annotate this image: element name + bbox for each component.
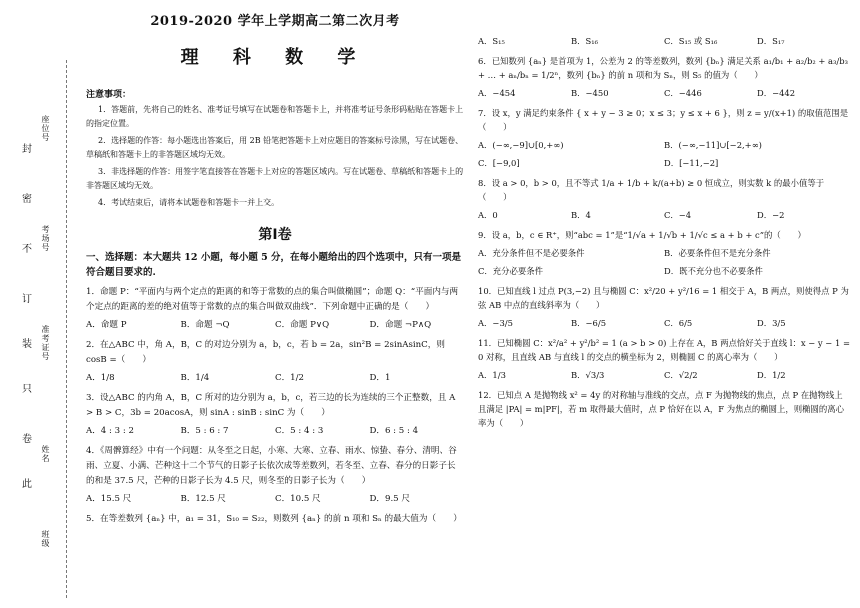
notice-section — [86, 87, 464, 210]
seal-char: 密 — [22, 194, 32, 205]
question-stem: 3．设△ABC 的内角 A，B，C 所对的边分别为 a，b，c，若三边的长为连续的三个正整数，且 A > B > C，3b = 20acosA，则 sinA : sinB : sinC 为（ ） — [86, 393, 456, 418]
name-field[interactable]: 姓名 — [41, 445, 50, 463]
question-stem: 4．《周髀算经》中有一个问题：从冬至之日起，小寒、大寒、立春、雨水、惊蛰、春分、清明、谷雨、立夏、小满、芒种这十二个节气的日影子长依次成等差数列，若冬至、立春、春分的日影子长的和是 37.5 尺，芒种的日影子长为 4.5 尺，则冬至的日影子长为（ ） — [86, 446, 457, 486]
question-options — [478, 264, 850, 278]
left-column — [86, 0, 464, 608]
option-b[interactable]: B．√3/3 — [571, 370, 605, 380]
option-b[interactable]: B．12.5 尺 — [180, 494, 226, 504]
option-b[interactable]: B．命题 ¬Q — [180, 320, 230, 330]
question-options — [478, 246, 850, 260]
option-d[interactable]: D．−2 — [757, 210, 785, 220]
option-a[interactable]: A．命题 P — [86, 320, 127, 330]
question-options — [478, 368, 850, 382]
question-stem: 12．已知点 A 是抛物线 x² = 4y 的对称轴与准线的交点，点 F 为抛物线的焦点，点 P 在抛物线上且满足 |PA| = m|PF|，若 m 取得最大值时，点 P 恰好在以 A，F 为焦点的椭圆上，则椭圆的离心率为（ ） — [478, 390, 844, 428]
option-a[interactable]: A．S₁₅ — [478, 36, 505, 46]
seal-char: 装 — [22, 339, 32, 350]
option-a[interactable]: A．(−∞,−9]∪[0,+∞) — [478, 140, 564, 150]
option-a[interactable]: A．15.5 尺 — [86, 494, 132, 504]
volume-title: 第Ⅰ卷 — [258, 227, 292, 243]
option-d[interactable]: D．1/2 — [757, 370, 786, 380]
option-a[interactable]: A．1/3 — [478, 370, 506, 380]
exam-title: 2019-2020 学年上学期高二第二次月考 — [150, 14, 400, 29]
option-a[interactable]: A．1/8 — [86, 373, 115, 383]
question-options — [478, 34, 850, 48]
option-c[interactable]: C．6/5 — [664, 318, 693, 328]
seal-line — [66, 60, 67, 598]
option-a[interactable]: A．−3/5 — [478, 318, 513, 328]
option-b[interactable]: B．1/4 — [180, 373, 210, 383]
option-b[interactable]: B．S₁₆ — [571, 36, 598, 46]
option-a[interactable]: A．0 — [478, 210, 498, 220]
option-d[interactable]: D．[−11,−2] — [664, 158, 719, 168]
option-c[interactable]: C．−4 — [664, 210, 692, 220]
notice-title: 注意事项： — [86, 90, 132, 100]
option-d[interactable]: D．S₁₇ — [757, 36, 785, 46]
option-c[interactable]: C．命题 P∨Q — [275, 320, 330, 330]
question-options — [86, 424, 464, 439]
question-stem: 11．已知椭圆 C：x²/a² + y²/b² = 1 (a > b > 0) 上存在 A，B 两点恰好关于直线 l：x − y − 1 = 0 对称，且直线 AB 与直线 l 的交点的横坐标为 2，则椭圆 C 的离心率为（ ） — [478, 338, 850, 362]
seal-char: 只 — [22, 384, 32, 395]
question-options — [478, 138, 850, 152]
notice-item: 4．考试结束后，请将本试题卷和答题卡一并上交。 — [98, 198, 280, 207]
question-stem: 10．已知直线 l 过点 P(3,−2) 且与椭圆 C：x²/20 + y²/16 = 1 相交于 A，B 两点，则使得点 P 为弦 AB 中点的直线斜率为（ ） — [478, 286, 849, 310]
option-d[interactable]: D．6 : 5 : 4 — [369, 426, 419, 436]
seat-number-field[interactable]: 座位号 — [41, 115, 50, 142]
question-stem: 7．设 x，y 满足约束条件 { x + y − 3 ≥ 0；x ≤ 3；y ≤ x + 6 }，则 z = y/(x+1) 的取值范围是（ ） — [478, 108, 849, 132]
seal-char: 不 — [22, 244, 32, 255]
option-d[interactable]: D．−442 — [757, 88, 796, 98]
option-d[interactable]: D．命题 ¬P∧Q — [369, 320, 432, 330]
option-b[interactable]: B．−450 — [571, 88, 609, 98]
option-c[interactable]: C．充分必要条件 — [478, 266, 544, 276]
question-stem: 5．在等差数列 {aₙ} 中，a₁ = 31，S₁₀ = S₂₂，则数列 {aₙ} 的前 n 项和 Sₙ 的最大值为（ ） — [86, 514, 462, 524]
option-b[interactable]: B．4 — [571, 210, 591, 220]
question-options — [478, 86, 850, 100]
right-column — [478, 0, 850, 608]
option-c[interactable]: C．10.5 尺 — [275, 494, 321, 504]
option-a[interactable]: A．充分条件但不是必要条件 — [478, 248, 585, 258]
option-b[interactable]: B．−6/5 — [571, 318, 607, 328]
option-c[interactable]: C．−446 — [664, 88, 702, 98]
question-stem: 9．设 a，b，c ∈ R⁺，则“abc = 1”是“1/√a + 1/√b + 1/√c ≤ a + b + c”的（ ） — [478, 230, 806, 240]
option-d[interactable]: D．9.5 尺 — [369, 494, 410, 504]
class-field[interactable]: 班级 — [41, 530, 50, 548]
seal-char: 卷 — [22, 434, 32, 445]
option-c[interactable]: C．5 : 4 : 3 — [275, 426, 324, 436]
seal-char: 此 — [22, 479, 32, 490]
question-stem: 8．设 a > 0，b > 0，且不等式 1/a + 1/b + k/(a+b) ≥ 0 恒成立，则实数 k 的最小值等于（ ） — [478, 178, 825, 202]
question-options — [478, 156, 850, 170]
option-d[interactable]: D．1 — [369, 373, 391, 383]
option-c[interactable]: C．[−9,0] — [478, 158, 520, 168]
option-a[interactable]: A．4 : 3 : 2 — [86, 426, 134, 436]
option-c[interactable]: C．√2/2 — [664, 370, 698, 380]
option-b[interactable]: B．(−∞,−11]∪[−2,+∞) — [664, 140, 762, 150]
seal-char: 封 — [22, 144, 32, 155]
question-options — [86, 371, 464, 386]
option-d[interactable]: D．既不充分也不必要条件 — [664, 266, 763, 276]
seal-char: 订 — [22, 294, 32, 305]
question-stem: 1．命题 P：“平面内与两个定点的距离的和等于常数的点的集合叫做椭圆”；命题 Q：“平面内与两个定点的距离的差的绝对值等于常数的点的集合叫做双曲线”．下列命题中正确的是（ ） — [86, 287, 459, 312]
option-d[interactable]: D．3/5 — [757, 318, 786, 328]
notice-item: 2．选择题的作答：每小题选出答案后，用 2B 铅笔把答题卡上对应题目的答案标号涂黑，写在试题卷、草稿纸和答题卡上的非答题区域均无效。 — [86, 136, 464, 159]
question-options — [478, 316, 850, 330]
exam-subject: 理 科 数 学 — [180, 47, 370, 68]
question-stem: 6．已知数列 {aₙ} 是首项为 1，公差为 2 的等差数列，数列 {bₙ} 满足关系 a₁/b₁ + a₂/b₂ + a₃/b₃ + … + aₙ/bₙ = 1/2ⁿ，数列 {bₙ} 的前 n 项和为 Sₙ，则 S₅ 的值为（ ） — [478, 56, 848, 80]
option-c[interactable]: C．1/2 — [275, 373, 304, 383]
exam-room-field[interactable]: 考场号 — [41, 225, 50, 252]
option-c[interactable]: C．S₁₅ 或 S₁₆ — [664, 36, 718, 46]
option-a[interactable]: A．−454 — [478, 88, 516, 98]
option-b[interactable]: B．必要条件但不是充分条件 — [664, 248, 771, 258]
binding-margin — [0, 0, 80, 608]
question-options — [86, 318, 464, 333]
question-stem: 2．在△ABC 中，角 A，B，C 的对边分别为 a，b，c，若 b = 2a，sin²B = 2sinAsinC，则 cosB =（ ） — [86, 340, 445, 365]
section-title: 一、选择题：本大题共 12 小题，每小题 5 分，在每小题给出的四个选项中，只有一项是符合题目要求的. — [86, 252, 462, 278]
admission-number-field[interactable]: 准考证号 — [41, 325, 50, 361]
notice-item: 1．答题前，先将自己的姓名、准考证号填写在试题卷和答题卡上，并将准考证号条形码粘贴在答题卡上的指定位置。 — [86, 105, 464, 128]
notice-item: 3．非选择题的作答：用签字笔直接答在答题卡上对应的答题区域内。写在试题卷、草稿纸和答题卡上的非答题区域均无效。 — [86, 167, 464, 190]
option-b[interactable]: B．5 : 6 : 7 — [180, 426, 229, 436]
question-options — [478, 208, 850, 222]
question-options — [86, 492, 464, 507]
